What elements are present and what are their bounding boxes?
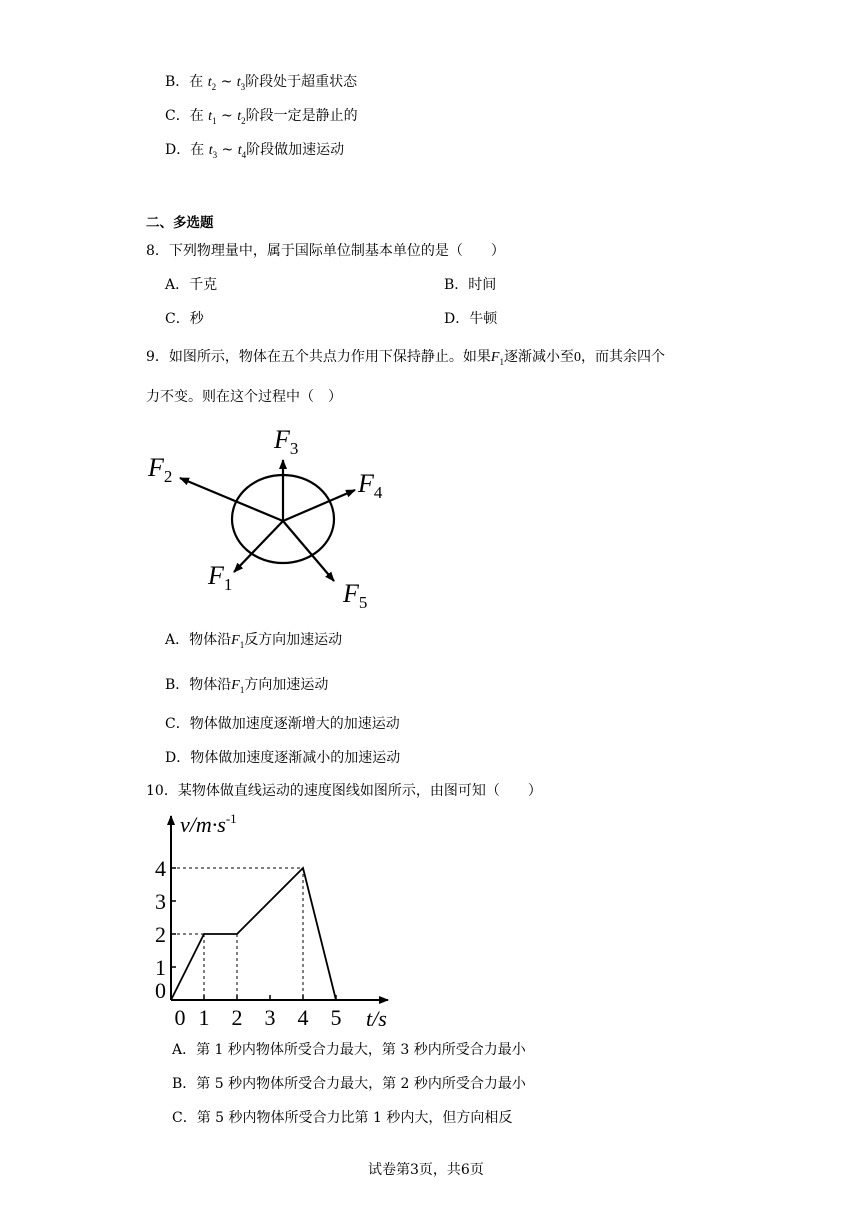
force-label-f1: $F_1$: [208, 561, 233, 594]
option-text: 阶段处于超重状态: [245, 74, 358, 90]
q9-option-c: C．物体做加速度逐渐增大的加速运动: [165, 716, 400, 732]
math-var: $t_3$: [208, 143, 218, 160]
x-tick-label: 2: [231, 1005, 243, 1030]
q7-option-c: [165, 106, 358, 131]
math-var: $t_2$: [207, 75, 217, 92]
x-tick-label: 5: [330, 1005, 342, 1030]
force-arrow-f5: [283, 521, 334, 581]
velocity-time-chart: [140, 808, 400, 1033]
q8-option-c: C．秒: [165, 311, 204, 327]
range-sep: ~: [216, 74, 237, 90]
option-text: 阶段做加速运动: [246, 142, 345, 158]
page-footer: 试卷第3页，共6页: [368, 1162, 484, 1178]
option-label: B．在: [165, 74, 204, 90]
q9-option-d: D．物体做加速度逐渐减小的加速运动: [165, 750, 401, 766]
y-tick-label: 3: [155, 889, 166, 914]
q10-option-c: C．第 5 秒内物体所受合力比第 1 秒内大，但方向相反: [172, 1110, 513, 1126]
force-diagram: [140, 420, 420, 620]
q10-option-b: B．第 5 秒内物体所受合力最大，第 2 秒内所受合力最小: [172, 1076, 526, 1092]
option-text: 阶段一定是静止的: [245, 108, 358, 124]
q8-option-b: B．时间: [444, 277, 497, 293]
q9-stem-line2: 力不变。则在这个过程中（ ）: [146, 389, 342, 405]
y-tick-label: 2: [155, 922, 166, 947]
y-axis-label: $v/m\cdot s^{-1}$: [180, 811, 237, 837]
y-tick-label: 0: [155, 978, 166, 1003]
section-title: 二、多选题: [146, 215, 214, 231]
q10-stem: 10．某物体做直线运动的速度图线如图所示，由图可知（ ）: [146, 783, 542, 799]
force-arrow-f1: [234, 521, 283, 572]
range-sep: ~: [216, 108, 238, 124]
math-var: $t_4$: [237, 143, 247, 160]
force-label-f4: $F_4$: [358, 469, 383, 502]
q7-option-b: [165, 72, 357, 97]
option-label: C．在: [165, 108, 204, 124]
x-tick-label: 1: [198, 1005, 210, 1030]
x-tick-label: 0: [174, 1005, 186, 1030]
q9-option-b: B．物体沿$F_1$方向加速运动: [165, 677, 329, 695]
q9-stem-line1: 9．如图所示，物体在五个共点力作用下保持静止。如果$F_1$逐渐减小至0，而其余四个: [146, 349, 665, 367]
q7-option-d: [165, 140, 344, 165]
math-force: $F_1$: [231, 633, 245, 650]
x-axis-label: t/s: [366, 1006, 387, 1031]
x-tick-label: 4: [297, 1005, 309, 1030]
math-var: $t_2$: [237, 109, 246, 126]
q8-option-d: D．牛顿: [444, 311, 498, 327]
range-sep: ~: [217, 142, 238, 158]
math-force: $F_1$: [490, 350, 504, 367]
option-label: D．在: [165, 142, 205, 158]
force-label-f5: $F_5$: [343, 579, 368, 612]
y-tick-label: 1: [155, 955, 166, 980]
q8-option-a: A．千克: [165, 277, 218, 293]
math-var: $t_3$: [236, 75, 246, 92]
y-tick-label: 4: [155, 856, 166, 881]
q8-stem: 8．下列物理量中，属于国际单位制基本单位的是（ ）: [146, 243, 505, 259]
force-label-f2: $F_2$: [148, 453, 173, 486]
math-var: $t_1$: [208, 109, 217, 126]
q9-option-a: A．物体沿$F_1$反方向加速运动: [165, 632, 343, 650]
math-force: $F_1$: [231, 678, 245, 695]
x-tick-label: 3: [264, 1005, 276, 1030]
force-arrow-f4: [283, 490, 355, 521]
force-label-f3: $F_3$: [274, 425, 299, 458]
q10-option-a: A．第 1 秒内物体所受合力最大，第 3 秒内所受合力最小: [172, 1042, 526, 1058]
